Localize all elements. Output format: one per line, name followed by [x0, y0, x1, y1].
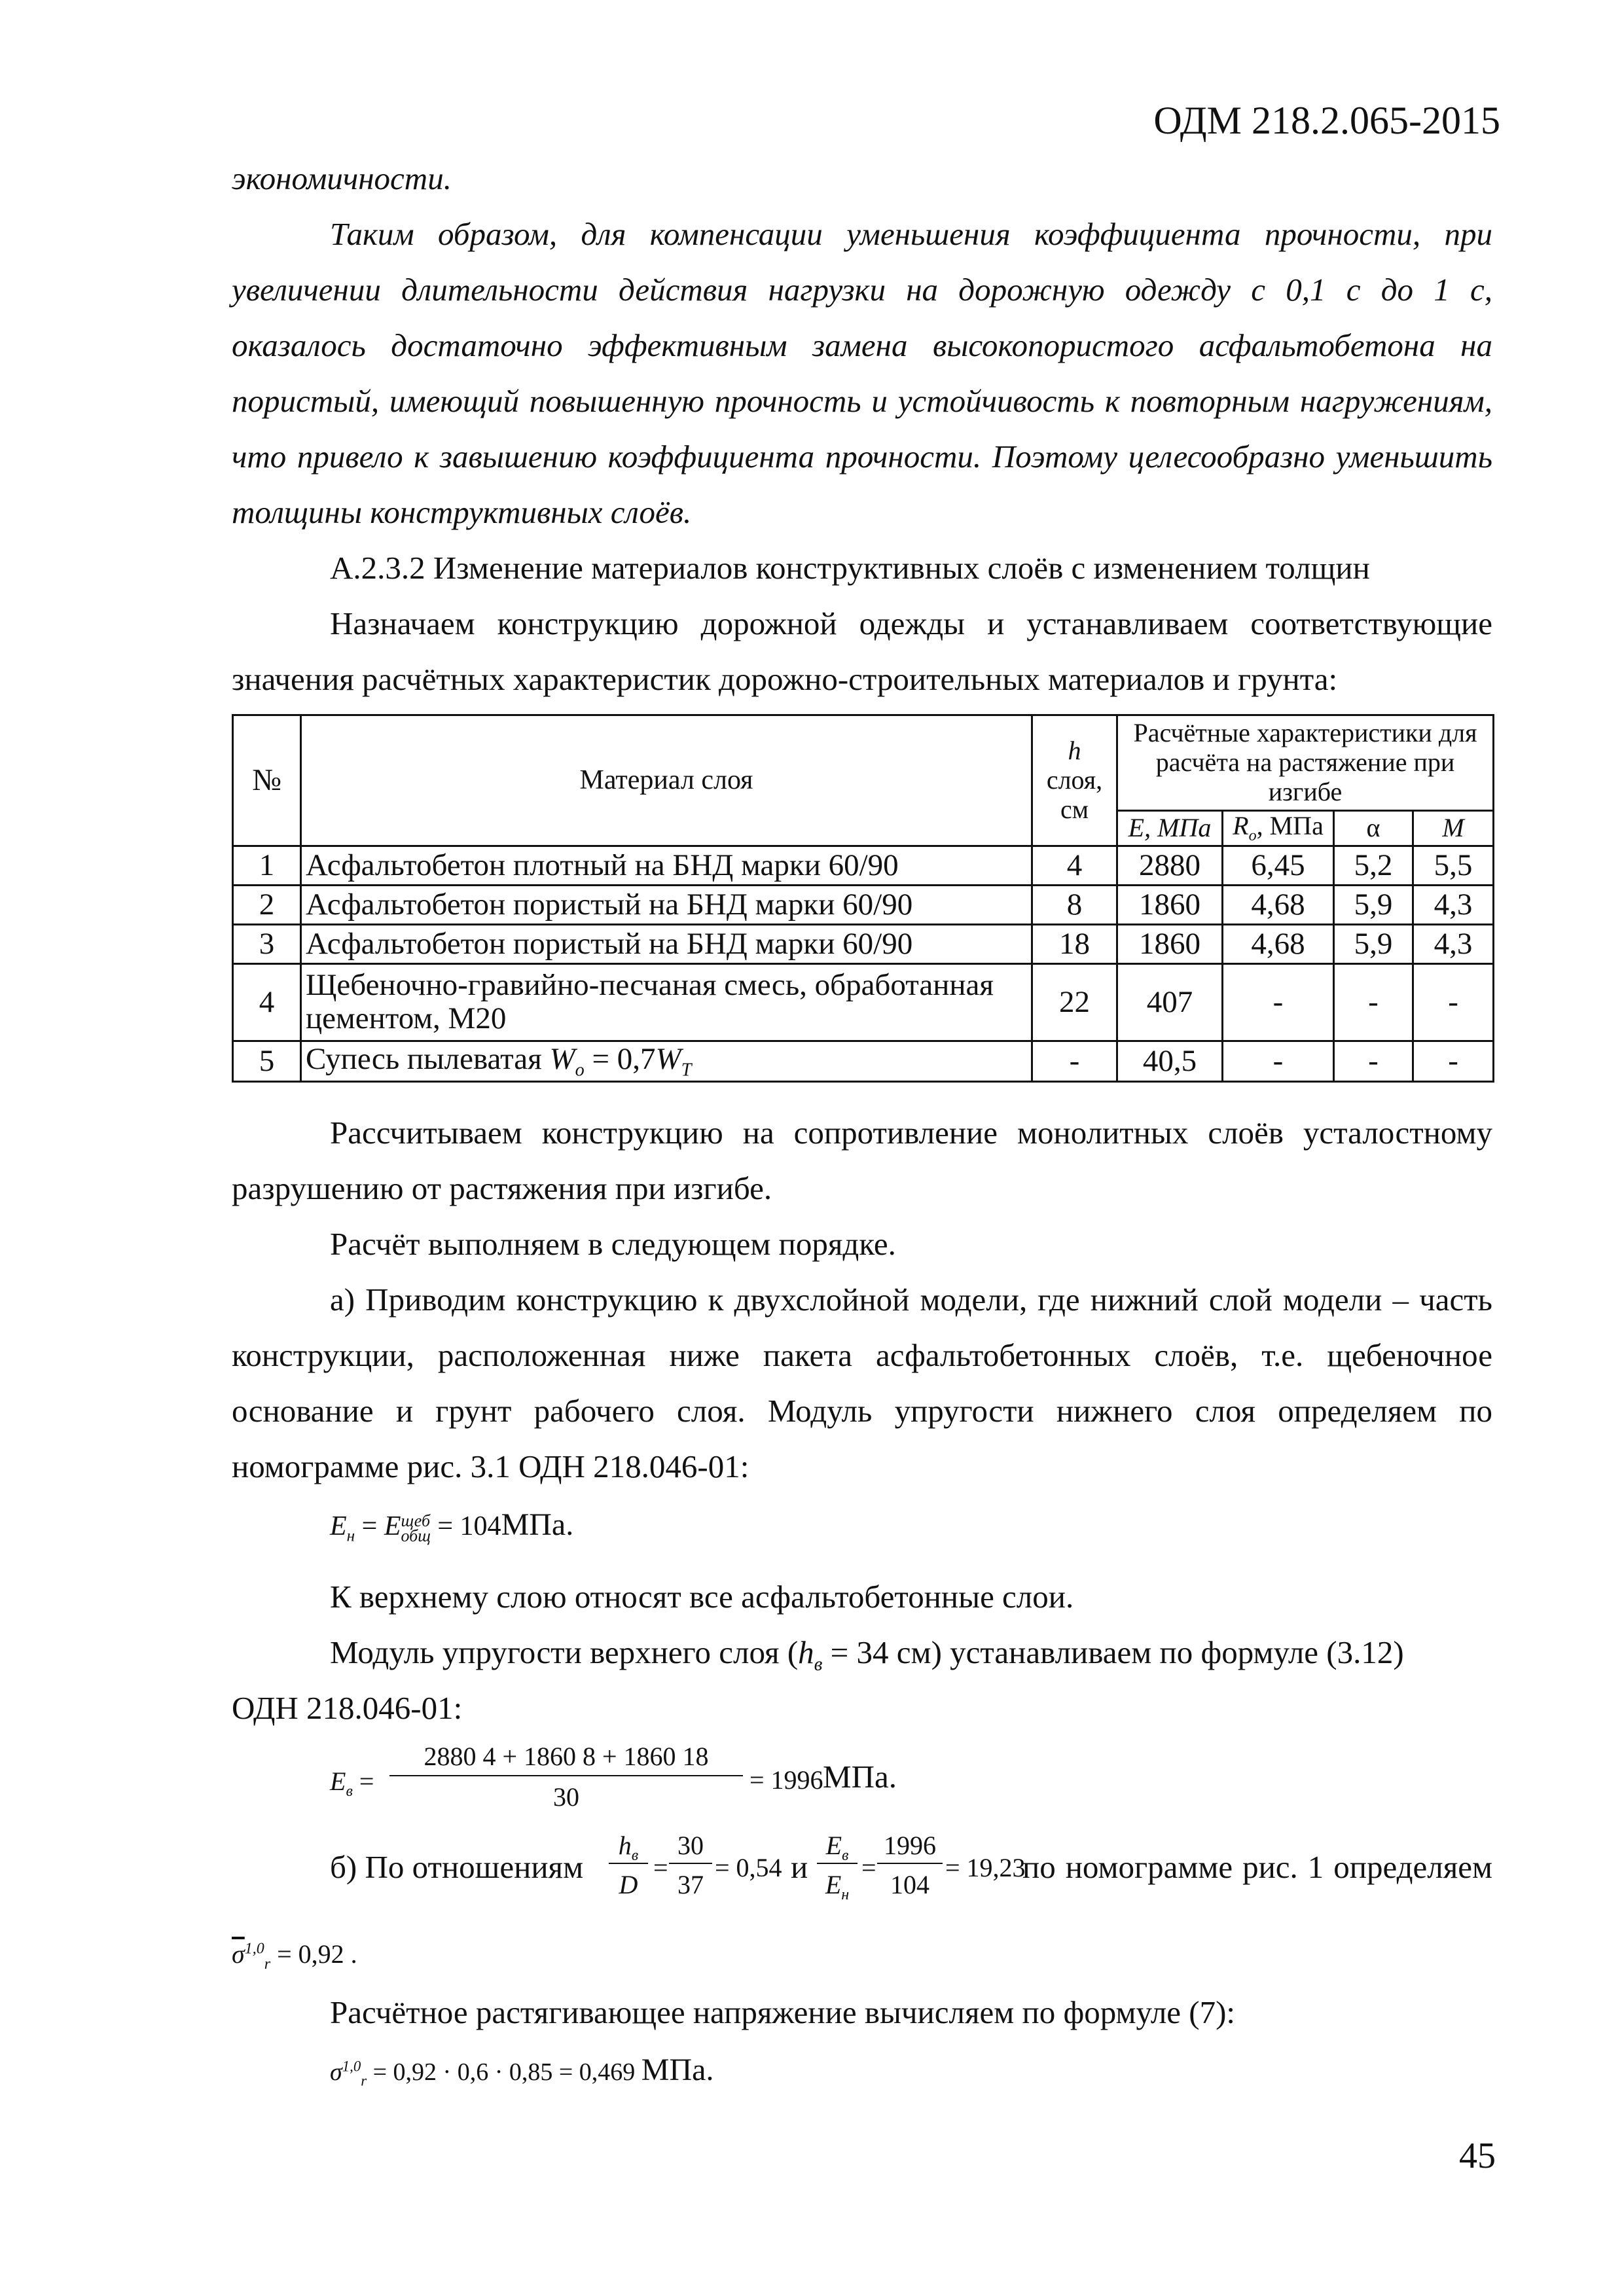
paragraph-line: номограмме рис. 3.1 ОДН 218.046-01:	[232, 1448, 749, 1484]
ratio2-num: 1996	[884, 1831, 936, 1860]
ratio1-lhs-den: D	[619, 1870, 638, 1899]
ratio2-den: 104	[890, 1870, 929, 1899]
paragraph-line: по номограмме рис. 1 определяем	[1022, 1849, 1492, 1885]
paragraph-line: пористый, имеющий повышенную прочность и устойчивость к повторным нагружениям,	[232, 383, 1492, 419]
fraction-line	[389, 1775, 743, 1776]
paragraph-line: конструкции, расположенная ниже пакета асфальтобетонных слоёв, т.е. щебеночное	[232, 1337, 1492, 1373]
paragraph-line: Рассчитываем конструкцию на сопротивление монолитных слоёв усталостному	[330, 1115, 1492, 1151]
paragraph-line: б) По отношениям	[330, 1849, 584, 1885]
document-code: ОДМ 218.2.065-2015	[1153, 99, 1500, 142]
ratio1-den: 37	[677, 1870, 704, 1899]
paragraph-line: Таким образом, для компенсации уменьшения коэффициента прочности, при	[330, 216, 1492, 252]
formula-ev-denominator: 30	[553, 1782, 579, 1812]
equals-sign: =	[653, 1853, 668, 1882]
section-heading: А.2.3.2 Изменение материалов конструктивных слоёв с изменением толщин	[330, 550, 1370, 586]
paragraph-line: оказалось достаточно эффективным замена высокопористого асфальтобетона на	[232, 327, 1492, 363]
table-row: 2 Асфальтобетон пористый на БНД марки 60/90 8 1860 4,68 5,9 4,3	[233, 885, 1494, 924]
paragraph-line: значения расчётных характеристик дорожно-строительных материалов и грунта:	[232, 661, 1338, 697]
fraction-line	[817, 1863, 857, 1864]
ratio1-result: = 0,54	[715, 1853, 782, 1882]
page-number: 45	[1459, 2136, 1496, 2176]
formula-ev-result: = 1996	[749, 1765, 823, 1795]
unit-label: МПа.	[823, 1759, 897, 1795]
formula-sigma: $\sigma^{1,0}_r = 0,92 \cdot 0,6 \cdot 0,85 = 0,469$ МПа.	[330, 2053, 714, 2089]
paragraph-line: увеличении длительности действия нагрузки на дорожную одежду с 0,1 с до 1 с,	[232, 272, 1492, 308]
paragraph-line: а) Приводим конструкцию к двухслойной модели, где нижний слой модели – часть	[330, 1282, 1492, 1318]
ratio2-lhs-num: $E_в$	[825, 1831, 849, 1864]
formula-ev-lhs: $E_в$ =	[330, 1767, 374, 1800]
paragraph-line: толщины конструктивных слоёв.	[232, 494, 692, 530]
formula-en: $E_н$ = Eщеб общ = 104МПа.	[330, 1507, 574, 1546]
paragraph-line: разрушению от растяжения при изгибе.	[232, 1170, 772, 1206]
paragraph-line: основание и грунт рабочего слоя. Модуль упругости нижнего слоя определяем по	[232, 1393, 1492, 1429]
header-number: №	[233, 715, 301, 846]
paragraph-line: Расчёт выполняем в следующем порядке.	[330, 1226, 896, 1262]
fraction-line	[669, 1863, 712, 1864]
header-alpha: α	[1334, 811, 1413, 846]
ratio2-lhs-den: $E_н$	[825, 1870, 850, 1903]
header-thickness: h слоя, см	[1032, 715, 1117, 846]
header-ro: $R_o$, МПа	[1223, 811, 1334, 846]
material-cell: Супесь пылеватая $W_o = 0,7W_T$	[301, 1041, 1032, 1081]
ratio2-result: = 19,23	[945, 1853, 1026, 1882]
formula-sigma-bar: $\overline{\sigma}^{1,0}_r = 0,92$ .	[232, 1939, 357, 1973]
equals-sign: =	[861, 1853, 876, 1882]
paragraph-line: Назначаем конструкцию дорожной одежды и устанавливаем соответствующие	[330, 605, 1492, 641]
header-material: Материал слоя	[301, 715, 1032, 846]
header-characteristics: Расчётные характеристики для расчёта на растяжение при изгибе	[1117, 715, 1494, 811]
paragraph-line: ОДН 218.046-01:	[232, 1690, 463, 1726]
header-m: M	[1413, 811, 1494, 846]
paragraph-word: и	[791, 1849, 808, 1885]
paragraph-line: К верхнему слою относят все асфальтобетонные слои.	[330, 1579, 1074, 1615]
table-row: 1 Асфальтобетон плотный на БНД марки 60/90 4 2880 6,45 5,2 5,5	[233, 846, 1494, 885]
table-row: 5 Супесь пылеватая $W_o = 0,7W_T$ - 40,5 - - -	[233, 1041, 1494, 1081]
header-e: E, МПа	[1117, 811, 1223, 846]
paragraph-line: что привело к завышению коэффициента прочности. Поэтому целесообразно уменьшить	[232, 439, 1492, 475]
fraction-line	[877, 1863, 943, 1864]
formula-ev-numerator: 2880 4 + 1860 8 + 1860 18	[424, 1742, 709, 1771]
paragraph-line: Расчётное растягивающее напряжение вычисляем по формуле (7):	[330, 1994, 1236, 2030]
fraction-line	[609, 1863, 648, 1864]
materials-table	[232, 714, 1494, 1083]
ratio1-num: 30	[677, 1831, 704, 1860]
paragraph-line: Модуль упругости верхнего слоя ($h_в = 34$ см) устанавливаем по формуле (3.12)	[330, 1634, 1404, 1675]
paragraph-line: экономичности.	[232, 160, 452, 196]
ratio1-lhs-num: $h_в$	[618, 1831, 639, 1864]
table-row: 3 Асфальтобетон пористый на БНД марки 60/90 18 1860 4,68 5,9 4,3	[233, 924, 1494, 963]
table-row: 4 Щебеночно-гравийно-песчаная смесь, обработанная цементом, М20 22 407 - - -	[233, 963, 1494, 1041]
